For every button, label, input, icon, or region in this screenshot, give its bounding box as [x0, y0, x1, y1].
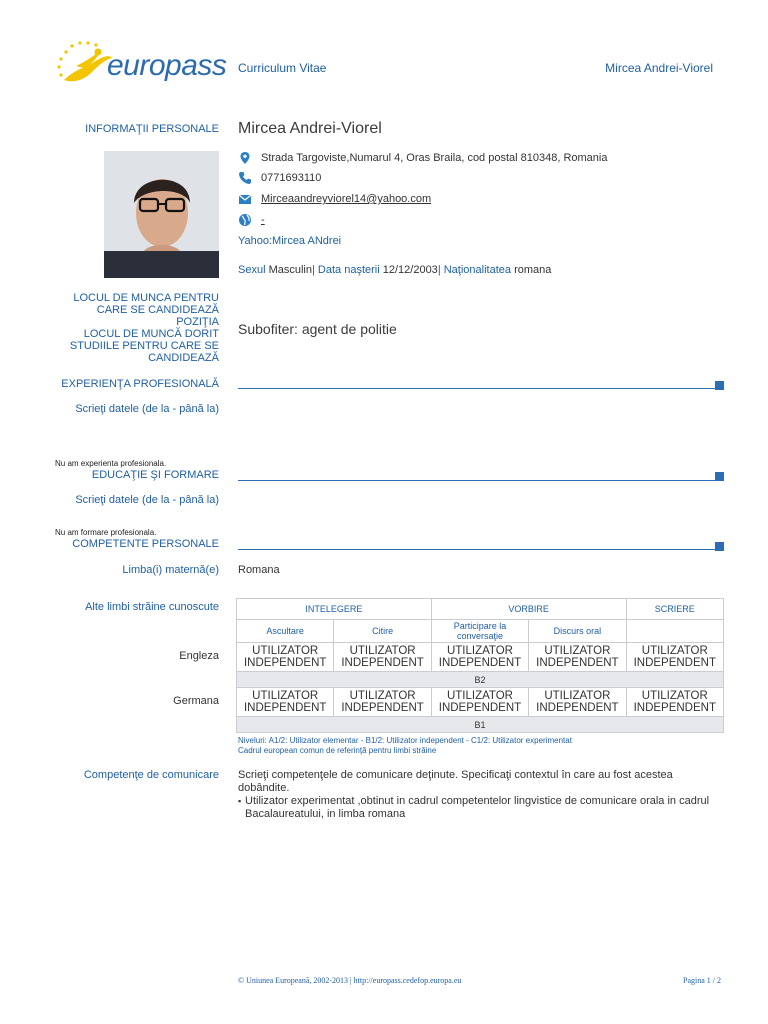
level-cell: UTILIZATOR INDEPENDENT: [334, 643, 431, 672]
personal-info-label: INFORMAŢII PERSONALE: [85, 123, 219, 135]
profile-photo: [104, 151, 219, 278]
address-row: [238, 151, 607, 165]
phone-icon: [238, 171, 252, 185]
certificate-cell: B1: [237, 717, 724, 733]
certificate-cell: B2: [237, 672, 724, 688]
birth-value: 12/12/2003: [382, 264, 438, 276]
section-divider: [238, 480, 718, 481]
position-label-line: CARE SE CANDIDEAZĂ: [96, 304, 219, 316]
personal-details-row: [238, 264, 551, 276]
logo-text: europass: [107, 49, 227, 82]
experience-section-label: EXPERIENŢA PROFESIONALĂ: [61, 378, 219, 390]
phone-row: [238, 171, 321, 185]
level-cell: UTILIZATOR INDEPENDENT: [431, 643, 528, 672]
position-label-line: LOCUL DE MUNCĂ DORIT: [83, 328, 219, 340]
mother-tongue-value: Romana: [238, 564, 280, 576]
education-dates-label: Scrieţi datele (de la - până la): [75, 494, 219, 506]
position-value: Subofiter: agent de politie: [238, 321, 397, 337]
im-text: Yahoo:Mircea ANdrei: [238, 235, 342, 247]
table-subheader-empty: [626, 620, 723, 643]
email-icon: [238, 192, 252, 206]
table-row: [237, 717, 724, 733]
position-label-line: STUDIILE PENTRU CARE SE: [69, 340, 219, 352]
table-header-speaking: VORBIRE: [431, 599, 626, 620]
position-label: [70, 292, 219, 364]
separator: |: [312, 264, 315, 276]
globe-icon: [238, 213, 252, 227]
phone-text: 0771693110: [261, 172, 322, 184]
address-text: Strada Targoviste,Numarul 4, Oras Braila, cod postal 810348, Romania: [261, 152, 608, 164]
sex-value: Masculin: [268, 264, 312, 276]
levels-note-line: Niveluri: A1/2: Utilizator elementar - B1/2: Utilizator independent - C1/2: Utilizator experimentat: [238, 736, 572, 745]
table-row: [237, 688, 724, 717]
position-label-line: POZIŢIA: [176, 316, 219, 328]
experience-dates-label: Scrieţi datele (de la - până la): [75, 403, 219, 415]
website-row: [238, 213, 265, 227]
footer-page-number: Pagina 1 / 2: [683, 976, 721, 985]
levels-note-line: Cadrul european comun de referinţă pentru limbi străine: [238, 746, 437, 755]
section-divider-marker: [715, 381, 724, 390]
level-cell: UTILIZATOR INDEPENDENT: [626, 688, 723, 717]
header-person-name: Mircea Andrei-Viorel: [605, 61, 713, 75]
education-section-label: EDUCAŢIE ŞI FORMARE: [91, 469, 219, 481]
section-divider: [238, 549, 718, 550]
level-cell: UTILIZATOR INDEPENDENT: [237, 688, 334, 717]
level-cell: UTILIZATOR INDEPENDENT: [529, 688, 626, 717]
education-note: Nu am formare profesionala.: [55, 528, 157, 537]
level-cell: UTILIZATOR INDEPENDENT: [334, 688, 431, 717]
doc-title: Curriculum Vitae: [238, 61, 327, 75]
location-pin-icon: [238, 151, 252, 165]
section-divider-marker: [715, 472, 724, 481]
level-cell: UTILIZATOR INDEPENDENT: [626, 643, 723, 672]
europass-logo-icon: [54, 40, 114, 92]
europass-logo: [54, 40, 227, 92]
skills-section-label: COMPETENTE PERSONALE: [72, 538, 219, 550]
language-name: Engleza: [179, 650, 219, 662]
table-subheader-production: Discurs oral: [529, 620, 626, 643]
separator: |: [437, 264, 441, 276]
table-subheader-listening: Ascultare: [237, 620, 334, 643]
mother-tongue-label: Limba(i) maternă(e): [122, 564, 219, 576]
level-cell: UTILIZATOR INDEPENDENT: [237, 643, 334, 672]
bullet-line: Utilizator experimentat ,obtinut in cadrul competentelor lingvistice de comunicare orala in cadrul: [245, 795, 710, 807]
person-name: Mircea Andrei-Viorel: [238, 120, 382, 137]
footer-copyright: © Uniunea Europeană, 2002-2013 | http://europass.cedefop.europa.eu: [238, 976, 462, 985]
nationality-label: Naţionalitatea: [443, 264, 512, 276]
nationality-value: romana: [514, 264, 552, 276]
bullet-item: [238, 795, 718, 821]
table-subheader-interaction: Participare la conversaţie: [431, 620, 528, 643]
email-row: [238, 192, 431, 206]
position-label-line: CANDIDEAZĂ: [148, 352, 219, 364]
communication-text: [238, 769, 718, 821]
language-name: Germana: [173, 695, 219, 707]
table-subheader-reading: Citire: [334, 620, 431, 643]
other-languages-label: Alte limbi străine cunoscute: [85, 601, 219, 613]
section-divider-marker: [715, 542, 724, 551]
table-header-understanding: INTELEGERE: [237, 599, 432, 620]
language-table: [236, 598, 724, 733]
communication-label: Competenţe de comunicare: [83, 769, 219, 781]
level-cell: UTILIZATOR INDEPENDENT: [529, 643, 626, 672]
table-row: [237, 672, 724, 688]
bullet-line: Bacalaureatului, in limba romana: [245, 808, 406, 820]
communication-intro: Scrieţi competenţele de comunicare deţinute. Specificaţi contextul în care au fost acestea dobândite.: [238, 769, 673, 794]
bullet-icon: ▪: [238, 796, 242, 806]
table-row: [237, 643, 724, 672]
sex-label: Sexul: [238, 264, 266, 276]
levels-note: [238, 736, 572, 756]
birth-label: Data naşterii: [317, 264, 380, 276]
experience-note: Nu am experienta profesionala.: [55, 459, 167, 468]
level-cell: UTILIZATOR INDEPENDENT: [431, 688, 528, 717]
position-label-line: LOCUL DE MUNCA PENTRU: [73, 292, 219, 304]
email-link[interactable]: Mirceaandreyviorel14@yahoo.com: [261, 193, 432, 205]
table-header-writing: SCRIERE: [626, 599, 723, 620]
website-link[interactable]: -: [261, 214, 265, 226]
section-divider: [238, 388, 718, 389]
